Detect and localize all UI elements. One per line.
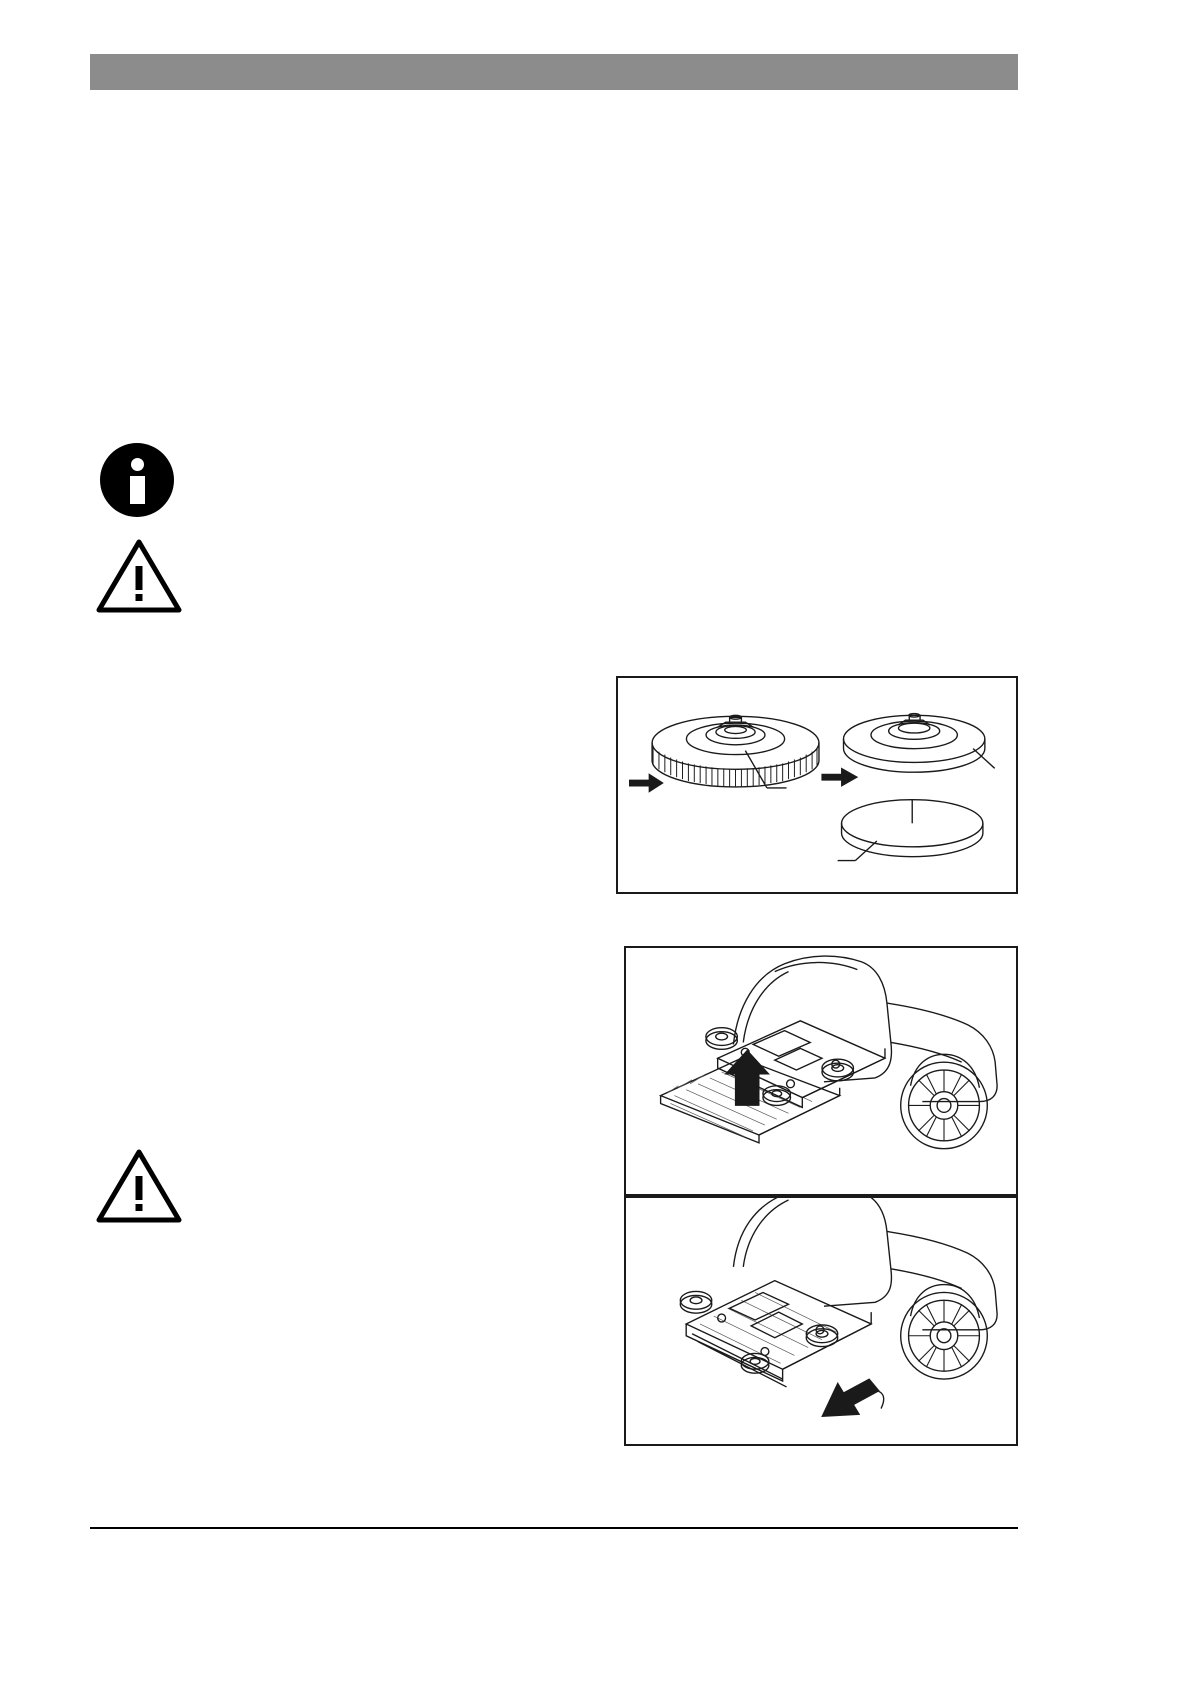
warning-triangle-icon <box>96 1148 182 1224</box>
page-header-title <box>90 54 91 55</box>
machine-squeegee-install-figure <box>624 946 1018 1196</box>
warning-icon-label <box>182 1148 183 1149</box>
info-icon <box>100 443 174 517</box>
machine-squeegee-remove-figure <box>624 1196 1018 1446</box>
page-header-bar <box>90 54 1018 90</box>
page-footer-rule <box>90 1527 1018 1529</box>
brush-and-pad-holder-figure <box>616 676 1018 894</box>
warning-icon-label <box>182 538 183 539</box>
page-footer-text <box>0 0 1 1</box>
warning-triangle-icon <box>96 538 182 614</box>
info-icon-stem <box>130 476 145 504</box>
info-icon-dot <box>131 458 144 471</box>
info-icon-label <box>100 443 101 444</box>
